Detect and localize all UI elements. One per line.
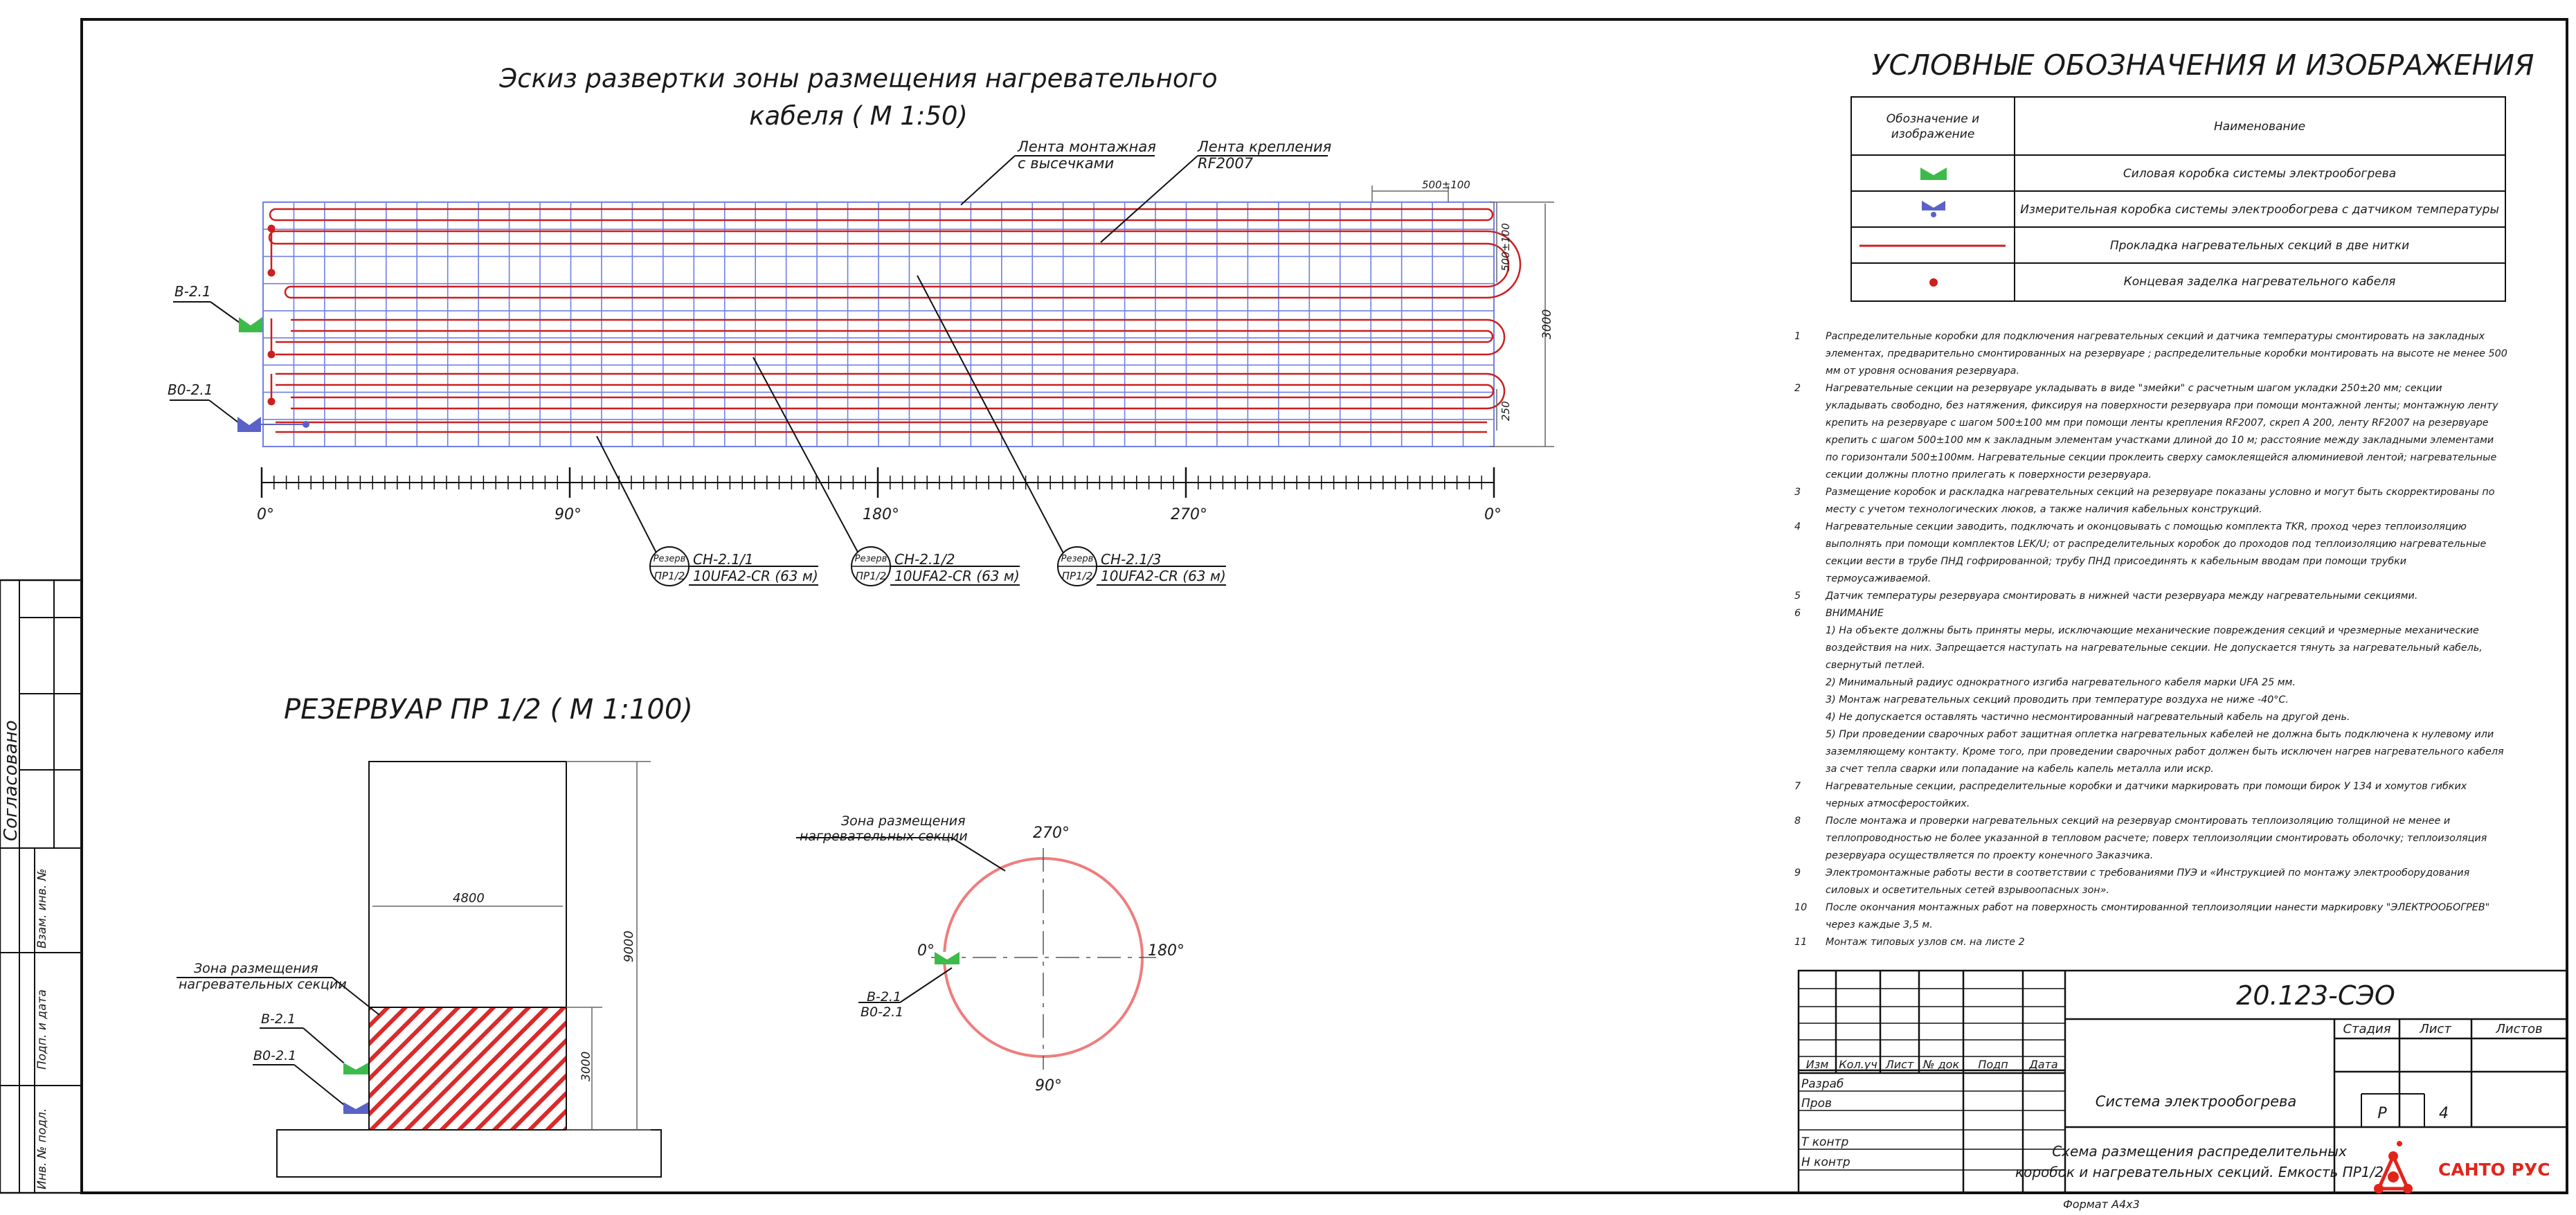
section-circle-top: Резерв [1061,554,1094,564]
sheet-header: Лист [2420,1022,2451,1036]
green-junction-box-icon [239,317,262,332]
mounting-tape-label-1: Лента монтажная [1018,138,1156,155]
dim-height-3000: 3000 [1540,309,1554,339]
ruler-label: 180° [863,506,899,523]
cable-turn [1487,331,1493,342]
section-cable: 10UFA2-CR (63 м) [894,568,1020,584]
inv-podl-label: Инв. № подл. [35,1108,49,1189]
section-circle-top: Резерв [653,554,686,564]
title-block-roles [1801,1077,1850,1169]
note-text: Монтаж типовых узлов см. на листе 2 [1826,937,2025,948]
drawing-description-2: коробок и нагревательных секций. Емкость ПР1/2 [2015,1164,2384,1180]
note-text: Электромонтажные работы вести в соответствии с требованиями ПУЭ и «Инструкцией по монтажу электрооборудования силовых и осветительных сетей взрывоопасных зон». [1826,867,2470,896]
note-text: 1) На объекте должны быть приняты меры, исключающие механические повреждения секций и чрезмерные механические воздействия на них. Запрещается наступать на нагревательные секции. Не допускается тянуть за нагревательный кабель, свернутый петлей. [1826,625,2483,671]
note-text: Распределительные коробки для подключения нагревательных секций и датчика температуры смонтировать на закладных элементах, предварительно смонтированных на резервуаре ; распределительные коробки монтировать на высоте не менее 500 мм от уровня основания резервуара. [1826,331,2507,377]
dim-spacing-top: 500±100 [1422,179,1470,191]
note-item [1794,778,2507,813]
reservoir-box-b-label: В-2.1 [261,1011,296,1027]
circle-angle-0: 0° [917,942,935,960]
note-number: 2 [1794,383,1801,394]
note-number: 1 [1794,331,1801,342]
blue-measuring-box-icon [343,1102,368,1114]
system-name: Система электрообогрева [2095,1093,2297,1110]
note-number: 10 [1794,902,1808,913]
ruler-label: 90° [555,506,582,523]
note-item [1794,692,2507,709]
note-text: После окончания монтажных работ на поверхность смонтированной теплоизоляции нанести маркировку "ЭЛЕКТРООБОГРЕВ" через каждые 3,5 м. [1826,902,2490,930]
note-item [1794,380,2507,484]
reservoir-dim-height: 9000 [622,930,636,962]
note-number: 8 [1794,816,1801,827]
circle-zone-label-2: нагревательных секции [800,829,968,844]
reservoir-zone-label-2: нагревательных секции [179,977,347,992]
note-text: Нагревательные секции, распределительные коробки и датчики маркировать при помощи бирок У 134 и хомутов гибких черных атмосферостойких. [1826,781,2467,809]
sketch-title-line1: Эскиз развертки зоны размещения нагревательного [499,64,1218,93]
legend-row-2-label: Измерительная коробка системы электрообогрева с датчиком температуры [2020,203,2499,217]
note-text: 5) При проведении сварочных работ защитная оплетка нагревательных кабелей не должна быть подключена к нулевому или заземляющему контакту. Кроме того, при проведении сварочных работ должен быть исключен нагрев нагревательного кабеля за счет тепла сварки или попадание на кабель капель металла или искр. [1826,729,2504,775]
section-name: СН-2.1/1 [693,551,754,568]
note-item [1794,899,2507,934]
note-item [1794,328,2507,380]
circle-zone-label-1: Зона размещения [841,813,966,829]
note-item [1794,813,2507,865]
heating-zone-unfold-grid [263,202,1494,447]
title-block-header: Кол.уч [1839,1058,1877,1071]
red-dot-icon [1929,278,1938,287]
section-callouts [650,547,1226,586]
section-cable: 10UFA2-CR (63 м) [1101,568,1226,584]
title-block-role: Разраб [1801,1077,1844,1091]
note-item [1794,519,2507,588]
legend-col1-line1: Обозначение и [1886,112,1980,126]
note-text: Нагревательные секции на резервуаре укладывать в виде "змейки" с расчетным шагом укладки 250±20 мм; секции укладывать свободно, без натяжения, фиксируя на поверхности резервуара при помощи монтажной ленты; монтажную ленту крепить на резервуаре с шагом 500±100 мм при помощи ленты крепления RF2007, скреп А 200, ленту RF2007 на резервуаре крепить с шагом 500±100 мм к закладным элементам участками длиной до 10 м; расстояние между закладными элементами по горизонтали 500±100мм. Нагревательные секции проклеить сверху самоклеящейся алюминиевой лентой; нагревательные секции должны плотно прилегать к поверхности резервуара. [1826,383,2498,480]
reservoir-drawing [277,762,661,1177]
circle-angle-90: 90° [1035,1077,1062,1095]
reservoir-dim-zone: 3000 [579,1051,593,1081]
legend-row-4-label: Концевая заделка нагревательного кабеля [2123,275,2396,289]
note-item [1794,484,2507,519]
legend-col1-line2: изображение [1891,127,1975,141]
sketch-box-b-label: В-2.1 [174,283,211,300]
circle-box-b-label: В-2.1 [867,989,902,1005]
heating-cable-serpentine [268,209,1521,432]
section-circle-top: Резерв [854,554,888,564]
dim-spacing-right: 500±100 [1499,223,1512,271]
note-number: 3 [1794,487,1801,498]
sketch-box-bo-label: В0-2.1 [168,381,213,398]
title-block-header: Подп [1978,1058,2008,1071]
note-number: 6 [1794,608,1801,619]
section-circle-bottom: ПР1/2 [654,570,685,582]
sketch-box-callouts [170,302,240,422]
company-logo-text: САНТО РУС [2438,1160,2550,1180]
title-block-role: Пров [1801,1097,1832,1110]
angle-scale-ruler [262,467,1494,498]
reservoir-zone-label-1: Зона размещения [194,961,318,976]
fixing-tape-label-1: Лента крепления [1198,138,1332,155]
mounting-tape-label-2: с высечками [1018,155,1115,172]
title-block-role: Н контр [1801,1155,1850,1169]
cable-turn [1487,385,1493,397]
green-junction-box-icon [935,952,960,964]
ruler-label: 0° [257,506,274,523]
reservoir-dim-width: 4800 [453,891,485,906]
note-item [1794,588,2507,605]
sheets-header: Листов [2496,1022,2543,1036]
note-number: 4 [1794,521,1801,532]
title-block-header: Изм [1805,1058,1829,1071]
ruler-label: 0° [1484,506,1502,523]
dim-step-250: 250 [1499,401,1512,421]
note-text: Датчик температуры резервуара смонтировать в нижней части резервуара между нагревательными секциями. [1826,591,2418,602]
note-text: После монтажа и проверки нагревательных секций на резервуар смонтировать теплоизоляцию толщиной не менее и теплопроводностью не более указанной в тепловом расчете; поверх теплоизоляции смонтировать оболочку; теплоизоляция резервуара осуществляется по проекту конечного Заказчика. [1826,816,2487,861]
angle-scale-labels [257,506,1502,523]
section-circle-bottom: ПР1/2 [1061,570,1093,582]
note-text: Размещение коробок и раскладка нагревательных секций на резервуаре показаны условно и могут быть скорректированы по месту с учетом технологических люков, а также наличия кабельных конструкций. [1826,487,2495,515]
notes-list [1794,328,2507,951]
cable-turn [270,209,276,220]
note-item [1794,674,2507,692]
note-text: 4) Не допускается оставлять частично несмонтированный нагревательный кабель на другой день. [1826,712,2350,723]
podp-data-label: Подп. и дата [35,989,49,1070]
cable-turn [285,287,291,298]
format-label: Формат А4х3 [2063,1198,2140,1211]
reservoir-heating-zone [369,1007,566,1130]
reservoir-title: РЕЗЕРВУАР ПР 1/2 ( М 1:100) [284,694,693,726]
note-item [1794,622,2507,674]
note-text: ВНИМАНИЕ [1826,608,1884,619]
note-number: 11 [1794,937,1808,948]
title-block-code: 20.123-СЭО [2236,980,2395,1011]
note-item [1794,865,2507,899]
section-circle-bottom: ПР1/2 [855,570,887,582]
reservoir-callouts [177,978,379,1108]
section-name: СН-2.1/2 [894,551,955,568]
note-item [1794,934,2507,951]
legend-row-1-label: Силовая коробка системы электрообогрева [2123,167,2397,181]
sheet-value: 4 [2439,1105,2449,1122]
title-block-header: Лист [1885,1058,1914,1071]
note-text: 3) Монтаж нагревательных секций проводить при температуре воздуха не ниже -40°С. [1826,694,2289,705]
note-number: 7 [1794,781,1801,792]
note-text: 2) Минимальный радиус однократного изгиба нагревательного кабеля марки UFA 25 мм. [1826,677,2296,688]
title-block-headers [1806,1058,2058,1071]
note-text: Нагревательные секции заводить, подключать и оконцовывать с помощью комплекта TKR, проход через теплоизоляцию выполнять при помощи комплектов LEK/U; от распределительных коробок до проходов под теплоизоляцию нагревательные секции вести в трубе ПНД гофрированной; трубу ПНД присоединять к кабельным вводам при помощи трубки термоусаживаемой. [1826,521,2487,584]
legend-title: УСЛОВНЫЕ ОБОЗНАЧЕНИЯ И ИЗОБРАЖЕНИЯ [1871,48,2534,82]
sketch-title-line2: кабеля ( М 1:50) [749,101,968,131]
circle-callouts [796,838,1005,1002]
cable-turn [1487,320,1504,354]
section-cable: 10UFA2-CR (63 м) [693,568,818,584]
legend-row-3-label: Прокладка нагревательных секций в две нитки [2109,239,2410,253]
circle-plan [931,848,1156,1070]
legend-col2: Наименование [2213,120,2306,134]
green-junction-box-icon [343,1063,368,1074]
note-item [1794,726,2507,778]
fixing-tape-label-2: RF2007 [1198,155,1254,172]
reservoir-box-bo-label: В0-2.1 [253,1048,297,1063]
drawing-description-1: Схема размещения распределительных [2052,1143,2347,1160]
circle-angle-180: 180° [1148,942,1185,960]
note-item [1794,605,2507,622]
title-block-header: № док [1922,1058,1960,1071]
ruler-label: 270° [1171,506,1207,523]
title-block-header: Дата [2029,1058,2058,1071]
note-number: 9 [1794,867,1801,879]
circle-box-bo-label: В0-2.1 [861,1005,904,1020]
stage-value: Р [2377,1105,2387,1122]
cable-turn [269,231,276,244]
cable-turn [1487,209,1493,220]
note-item [1794,709,2507,726]
circle-angle-270: 270° [1033,825,1070,842]
vzam-inv-label: Взам. инв. № [35,868,49,948]
green-junction-box-icon [1920,168,1947,180]
section-name: СН-2.1/3 [1101,551,1162,568]
soglasovano-label: Согласовано [1,720,21,841]
note-number: 5 [1794,591,1801,602]
blue-measuring-box-icon [1922,201,1945,217]
title-block-role: Т контр [1801,1135,1849,1149]
stage-header: Стадия [2343,1022,2391,1036]
